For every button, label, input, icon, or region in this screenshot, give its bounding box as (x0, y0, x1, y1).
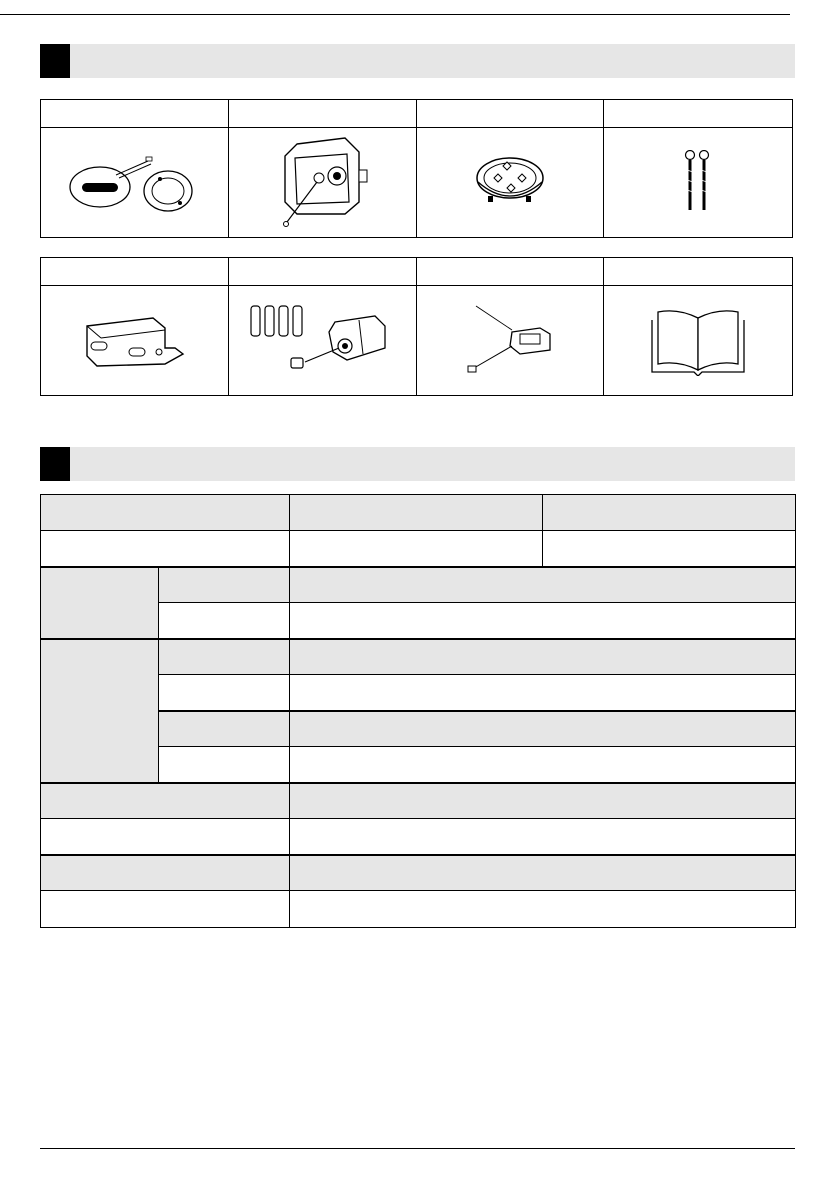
table-cell (290, 711, 796, 747)
table-cell (41, 819, 290, 855)
battery-pack-icon (229, 286, 416, 394)
table-cell (159, 747, 290, 783)
table-row (41, 567, 796, 603)
table-cell (290, 603, 796, 639)
section-marker (40, 447, 70, 481)
table-cell (159, 675, 290, 711)
table-cell (290, 495, 543, 531)
specification-table (40, 494, 796, 928)
table-row (41, 855, 796, 891)
section-header-parts (40, 44, 795, 78)
table-cell (290, 891, 796, 928)
part-label (604, 258, 792, 286)
part-label (41, 258, 228, 286)
part-cell (229, 100, 417, 237)
part-label (604, 100, 792, 128)
control-module-icon (417, 286, 604, 394)
part-cell (229, 258, 417, 395)
screws-icon (604, 128, 792, 236)
part-cell (604, 100, 792, 237)
table-row (41, 639, 796, 675)
table-cell (41, 567, 159, 639)
table-cell (290, 747, 796, 783)
receiver-box-icon (41, 286, 228, 394)
part-cell (417, 258, 605, 395)
table-cell (159, 603, 290, 639)
table-cell (290, 783, 796, 819)
part-cell (417, 100, 605, 237)
part-cell (604, 258, 792, 395)
table-cell (41, 495, 290, 531)
sensor-housing-icon (229, 128, 416, 236)
table-cell (159, 639, 290, 675)
table-cell (543, 495, 796, 531)
table-cell (159, 567, 290, 603)
part-cell (41, 258, 229, 395)
push-button-icon (417, 128, 604, 236)
part-label (417, 258, 604, 286)
table-cell (41, 531, 290, 567)
table-cell (290, 639, 796, 675)
part-label (41, 100, 228, 128)
table-cell (290, 567, 796, 603)
table-row (41, 495, 796, 531)
table-cell (290, 675, 796, 711)
top-rule (0, 14, 790, 15)
part-label (229, 258, 416, 286)
table-cell (41, 639, 159, 783)
part-label (229, 100, 416, 128)
table-cell (290, 531, 543, 567)
handle-cover-icon (41, 128, 228, 236)
parts-grid-row1 (40, 99, 793, 238)
table-cell (41, 855, 290, 891)
section-header-specifications (40, 447, 795, 481)
table-row (41, 783, 796, 819)
table-cell (290, 819, 796, 855)
parts-grid-row2 (40, 257, 793, 396)
table-cell (290, 855, 796, 891)
table-row (41, 531, 796, 567)
part-label (417, 100, 604, 128)
table-cell (41, 891, 290, 928)
table-row (41, 891, 796, 928)
table-cell (41, 783, 290, 819)
part-cell (41, 100, 229, 237)
manual-book-icon (604, 286, 792, 394)
table-cell (543, 531, 796, 567)
footer-rule (40, 1148, 795, 1149)
section-marker (40, 44, 70, 78)
table-row (41, 819, 796, 855)
table-cell (159, 711, 290, 747)
